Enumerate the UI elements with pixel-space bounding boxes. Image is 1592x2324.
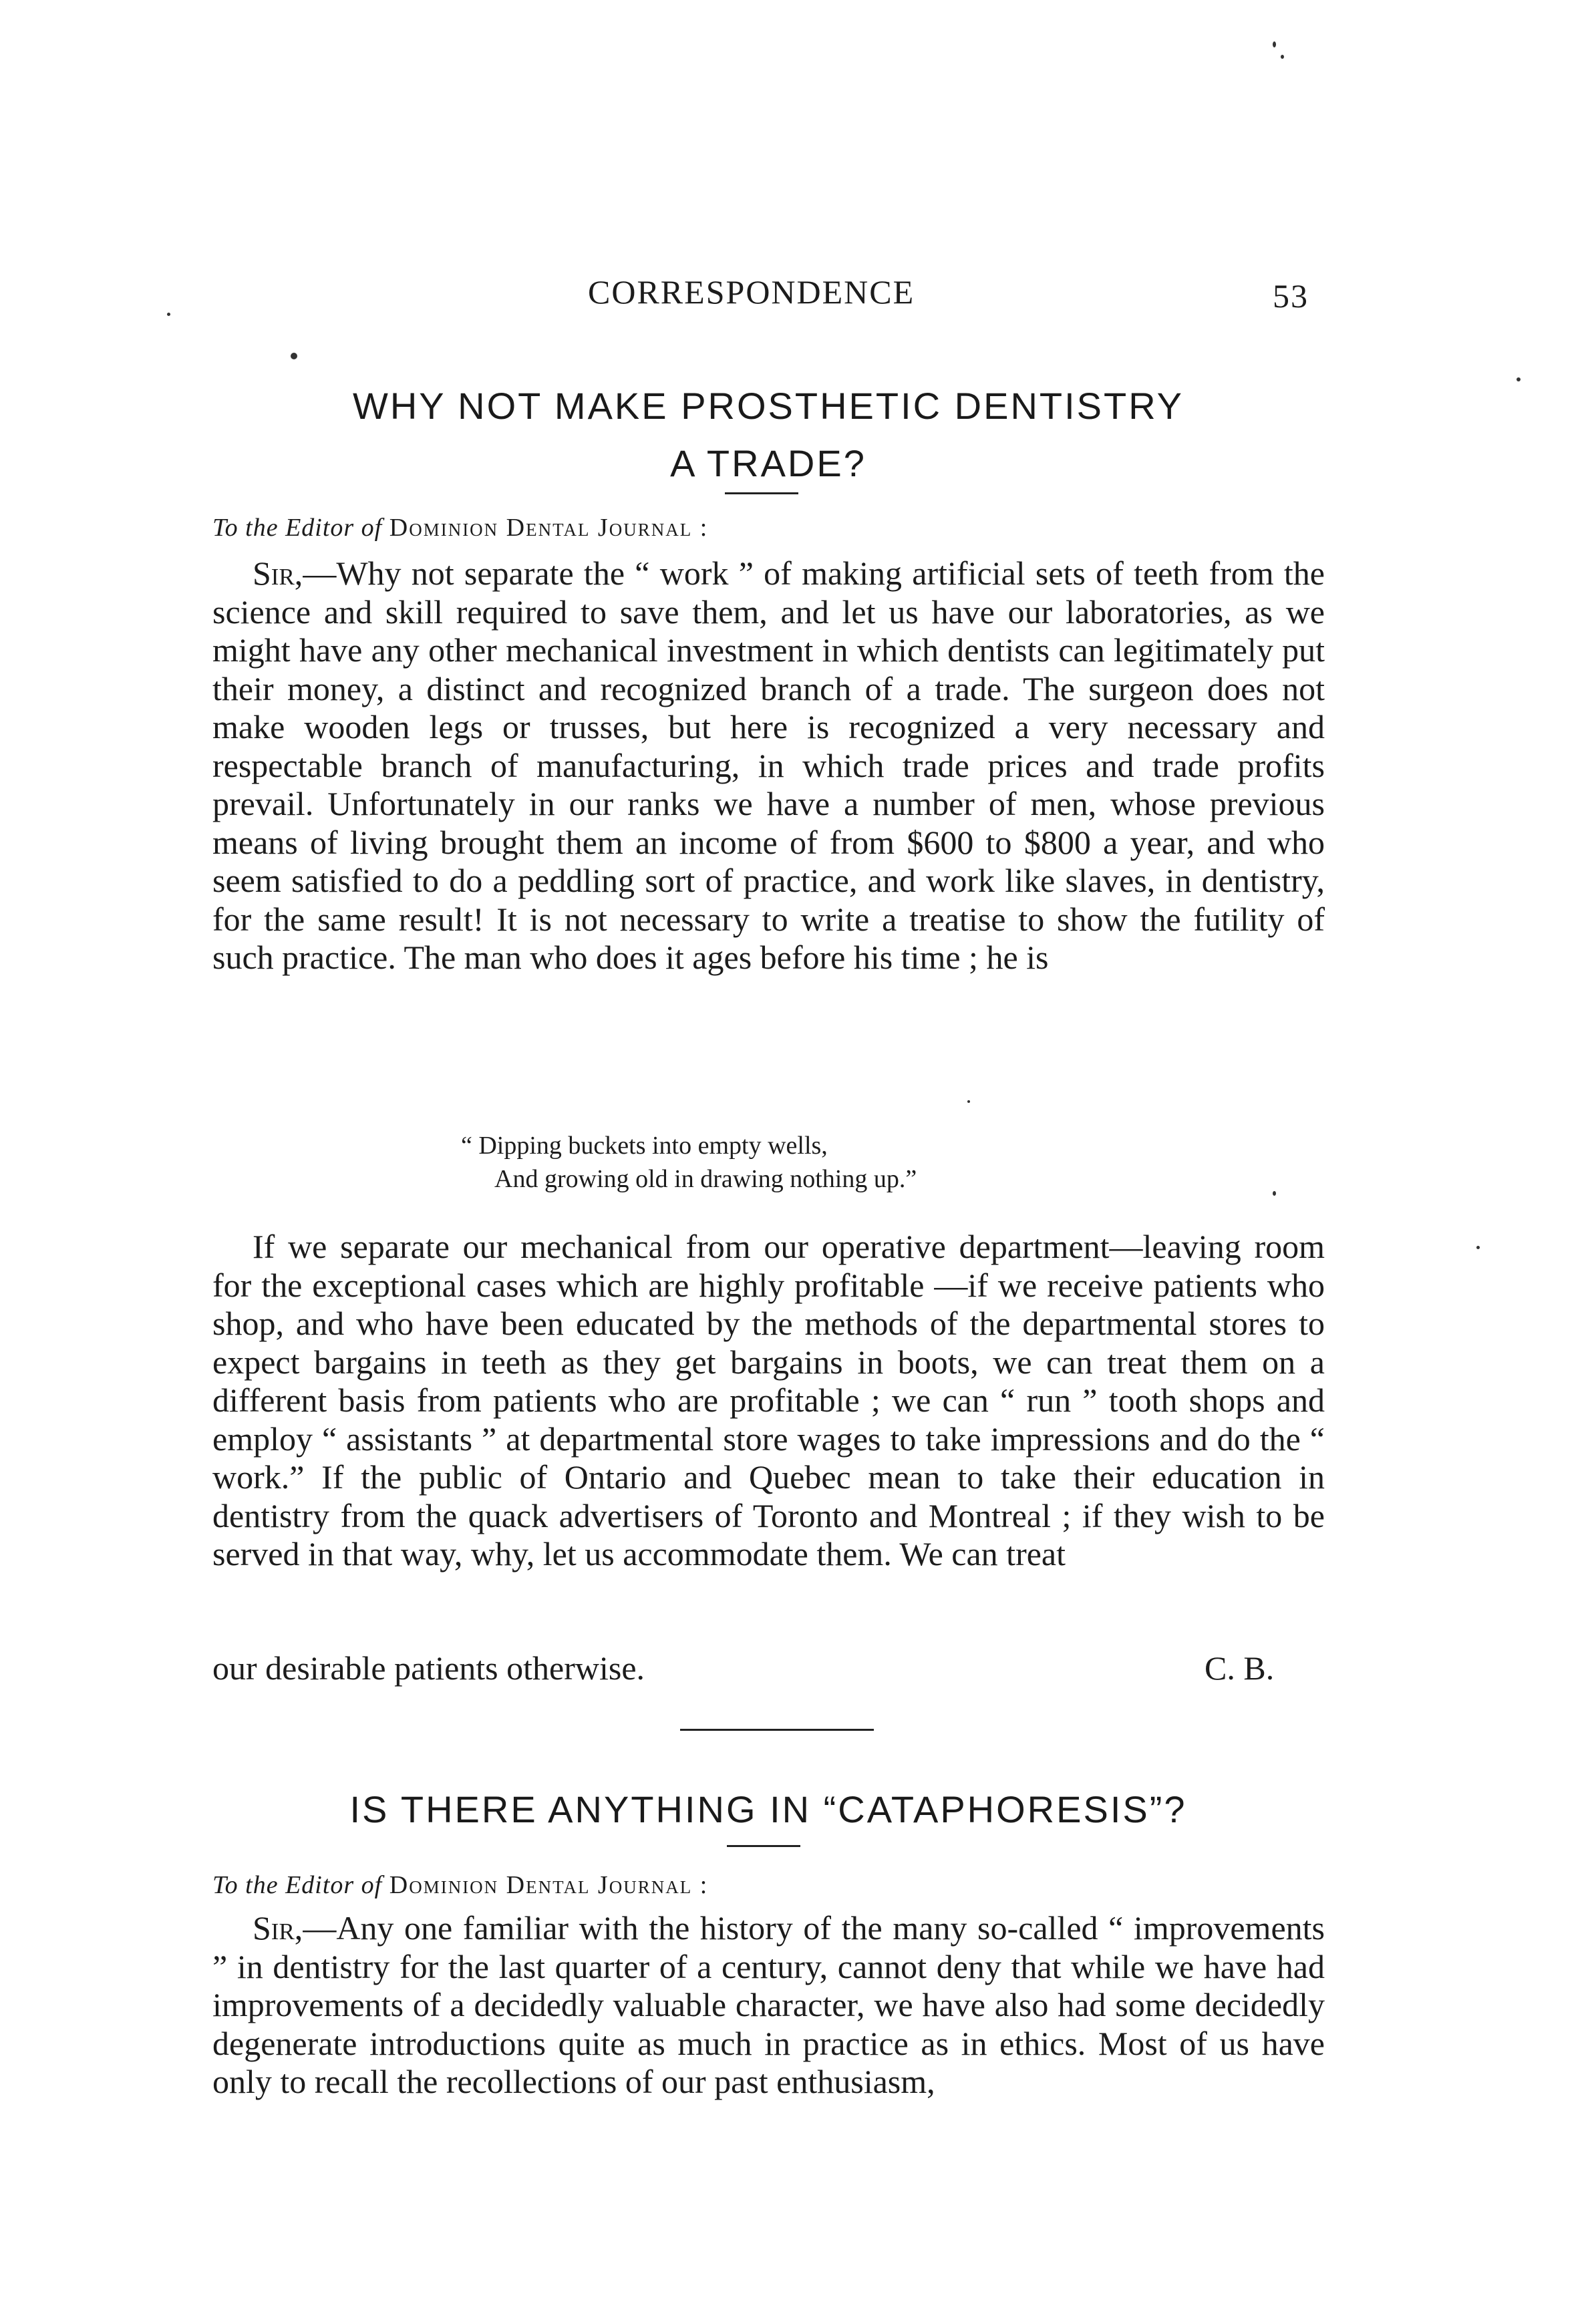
article2-salutation-prefix: To the Editor of (212, 1871, 383, 1899)
running-head (0, 273, 1592, 319)
running-head-section: CORRESPONDENCE (588, 273, 915, 311)
article2-paragraph-1-text: —Any one familiar with the history of the many so-called “ improvements ” in dentistry for the last quarter of a century, cannot deny that while we have had improvements of a decidedly valuable character, we have also had some decidedly degenerate introductions quite as much in practice as in ethics. Most of us have only to recall the recollections of our past enthusiasm, (212, 1909, 1325, 2100)
article2-title: IS THERE ANYTHING IN “CATAPHORESIS”? (349, 1788, 1187, 1830)
scan-speck (1476, 1246, 1480, 1249)
scan-speck (967, 1100, 970, 1103)
article-separator-rule (680, 1729, 874, 1731)
article1-title-line2: A TRADE? (670, 442, 866, 484)
article1-paragraph-2-last: our desirable patients otherwise. (212, 1649, 645, 1687)
article2-salutation-journal: Dominion Dental Journal : (389, 1871, 709, 1899)
article1-quotation (461, 1129, 917, 1196)
scan-speck (167, 313, 170, 316)
article2-paragraph-1 (212, 1909, 1325, 2102)
scan-speck (1273, 1191, 1276, 1196)
article1-salutation (212, 513, 708, 542)
article1-salutation-sir: Sir, (253, 554, 303, 592)
scan-speck (1281, 55, 1284, 59)
article1-signature: C. B. (1205, 1649, 1275, 1687)
scan-speck (1517, 377, 1521, 381)
article1-paragraph-1 (212, 554, 1325, 977)
page-number: 53 (1273, 277, 1309, 315)
quote-line-1: “ Dipping buckets into empty wells, (461, 1132, 828, 1160)
article2-salutation (212, 1870, 708, 1900)
scan-speck (291, 353, 297, 359)
article1-paragraph-2: If we separate our mechanical from our operative department—leaving room for the exceptional cases which are highly profitable —if we receive patients who shop, and who have been educated by the methods of the departmental stores to expect bargains in teeth as they get bargains in boots, we can treat them on a different basis from patients who are profitable ; we can “ run ” tooth shops and employ “ assistants ” at departmental store wages to take impressions and do the “ work.” If the public of Ontario and Quebec mean to take their education in dentistry from the quack advertisers of Toronto and Montreal ; if they wish to be served in that way, why, let us accommodate them. We can treat (212, 1228, 1325, 1572)
article1-closing-line (212, 1649, 1281, 1687)
article2-title-rule (727, 1845, 800, 1847)
article1-salutation-journal: Dominion Dental Journal : (389, 514, 709, 542)
article1-title (200, 377, 1336, 492)
article1-title-line1: WHY NOT MAKE PROSTHETIC DENTISTRY (352, 385, 1184, 427)
quote-line-2: And growing old in drawing nothing up.” (494, 1165, 917, 1193)
scan-speck (1273, 41, 1276, 47)
article1-salutation-prefix: To the Editor of (212, 514, 383, 542)
article1-title-rule (725, 492, 798, 494)
article2-salutation-sir: Sir, (253, 1909, 303, 1947)
article1-paragraph-1-text: —Why not separate the “ work ” of making artificial sets of teeth from the science and skill required to save them, and let us have our laboratories, as we might have any other mechanical investment in which dentists can legitimately put their money, a distinct and recognized branch of a trade. The surgeon does not make wooden legs or trusses, but here is recognized a very necessary and respectable branch of manufacturing, in which trade prices and trade profits prevail. Unfortunately in our ranks we have a number of men, whose previous means of living brought them an income of from $600 to $800 a year, and who seem satisfied to do a peddling sort of practice, and work like slaves, in dentistry, for the same result! It is not necessary to write a treatise to show the futility of such practice. The man who does it ages before his time ; he is (212, 554, 1325, 976)
